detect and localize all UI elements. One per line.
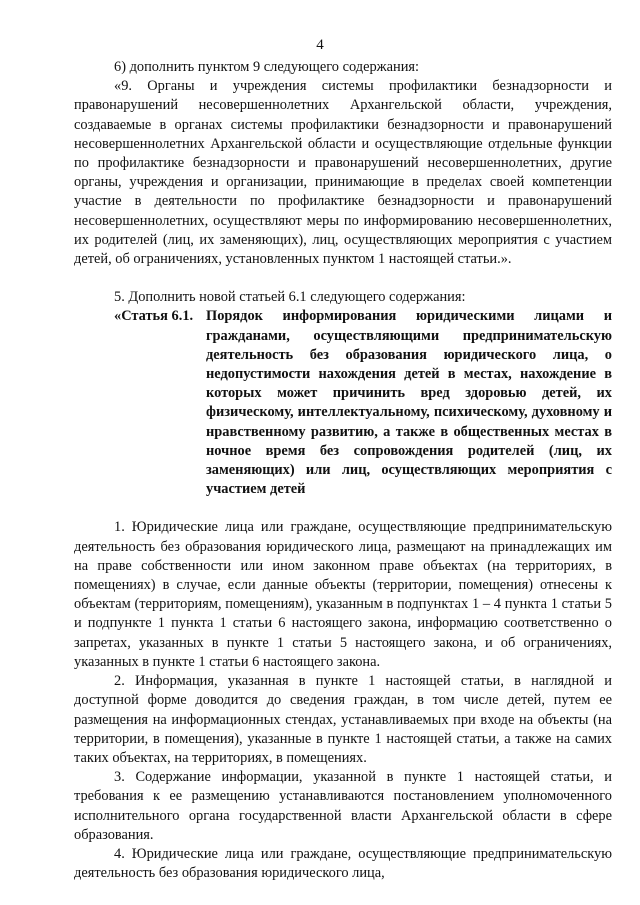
article-item-1: 1. Юридические лица или граждане, осуществляющие предпринимательскую деятельность без образования юридического лица, размещают на принадлежащих им на праве собственности или ином законном праве объектах (на территориях, в помещениях) в случае, если данные объекты (территории, помещения) отнесены к объектам (территориям, помещениям), указанным в подпунктах 1 – 4 пункта 1 статьи 5 и подпункте 1 пункта 1 статьи 6 настоящего закона, информацию соответственно о запретах, указанных в пункте 1 статьи 5 настоящего закона, и об ограничениях, указанных в пункте 1 статьи 6 настоящего закона. — [74, 519, 612, 670]
article-item-4: 4. Юридические лица или граждане, осуществляющие предпринимательскую деятельность без образования юридического лица, — [74, 845, 612, 882]
article-item-2: 2. Информация, указанная в пункте 1 настоящей статьи, в наглядной и доступной форме доводится до сведения граждан, в том числе детей, путем ее размещения на информационных стендах, устанавливаемых при входе на объекты (на территории, в помещения), указанные в пункте 1 настоящей статьи, а также на самих таких объектах, на территориях, в помещениях. — [74, 673, 612, 766]
paragraph-spacer — [74, 269, 612, 288]
section-5-intro: 5. Дополнить новой статьей 6.1 следующего содержания: — [114, 289, 466, 306]
article-title: Порядок информирования юридическими лицами и гражданами, осуществляющими предпринимательскую деятельность без образования юридического лица, о недопустимости нахождения детей в местах, нахождение в которых может причинить вред здоровью детей, их физическому, интеллектуальному, психическому, духовному и нравственному развитию, а также в общественных местах в ночное время без сопровождения родителей (лиц, их заменяющих) или лиц, осуществляющих мероприятия с участием детей — [206, 308, 612, 498]
point-9-text: «9. Органы и учреждения системы профилактики безнадзорности и правонарушений несовершеннолетних Архангельской области, учреждения, создаваемые в органах системы профилактики безнадзорности и правонарушений несовершеннолетних Архангельской области и осуществляющие отдельные функции по профилактике безнадзорности и правонарушений несовершеннолетних, другие органы, учреждения и организации, принимающие в пределах своей компетенции участие в деятельности по профилактике безнадзорности и правонарушений несовершеннолетних, осуществляют меры по информированию несовершеннолетних, их родителей (лиц, их заменяющих), лиц, осуществляющих мероприятия с участием детей, об ограничениях, установленных пунктом 1 настоящей статьи.». — [74, 78, 612, 268]
paragraph-spacer — [74, 499, 612, 518]
document-body — [74, 58, 612, 883]
article-label: «Статья 6.1. — [114, 308, 194, 325]
article-item-3: 3. Содержание информации, указанной в пункте 1 настоящей статьи, и требования к ее размещению устанавливаются постановлением уполномоченного исполнительного органа государственной власти Архангельской области в сфере образования. — [74, 769, 612, 843]
page-number: 4 — [316, 37, 324, 53]
article-heading — [74, 307, 612, 499]
subsection-6-intro: 6) дополнить пунктом 9 следующего содержания: — [114, 59, 420, 75]
